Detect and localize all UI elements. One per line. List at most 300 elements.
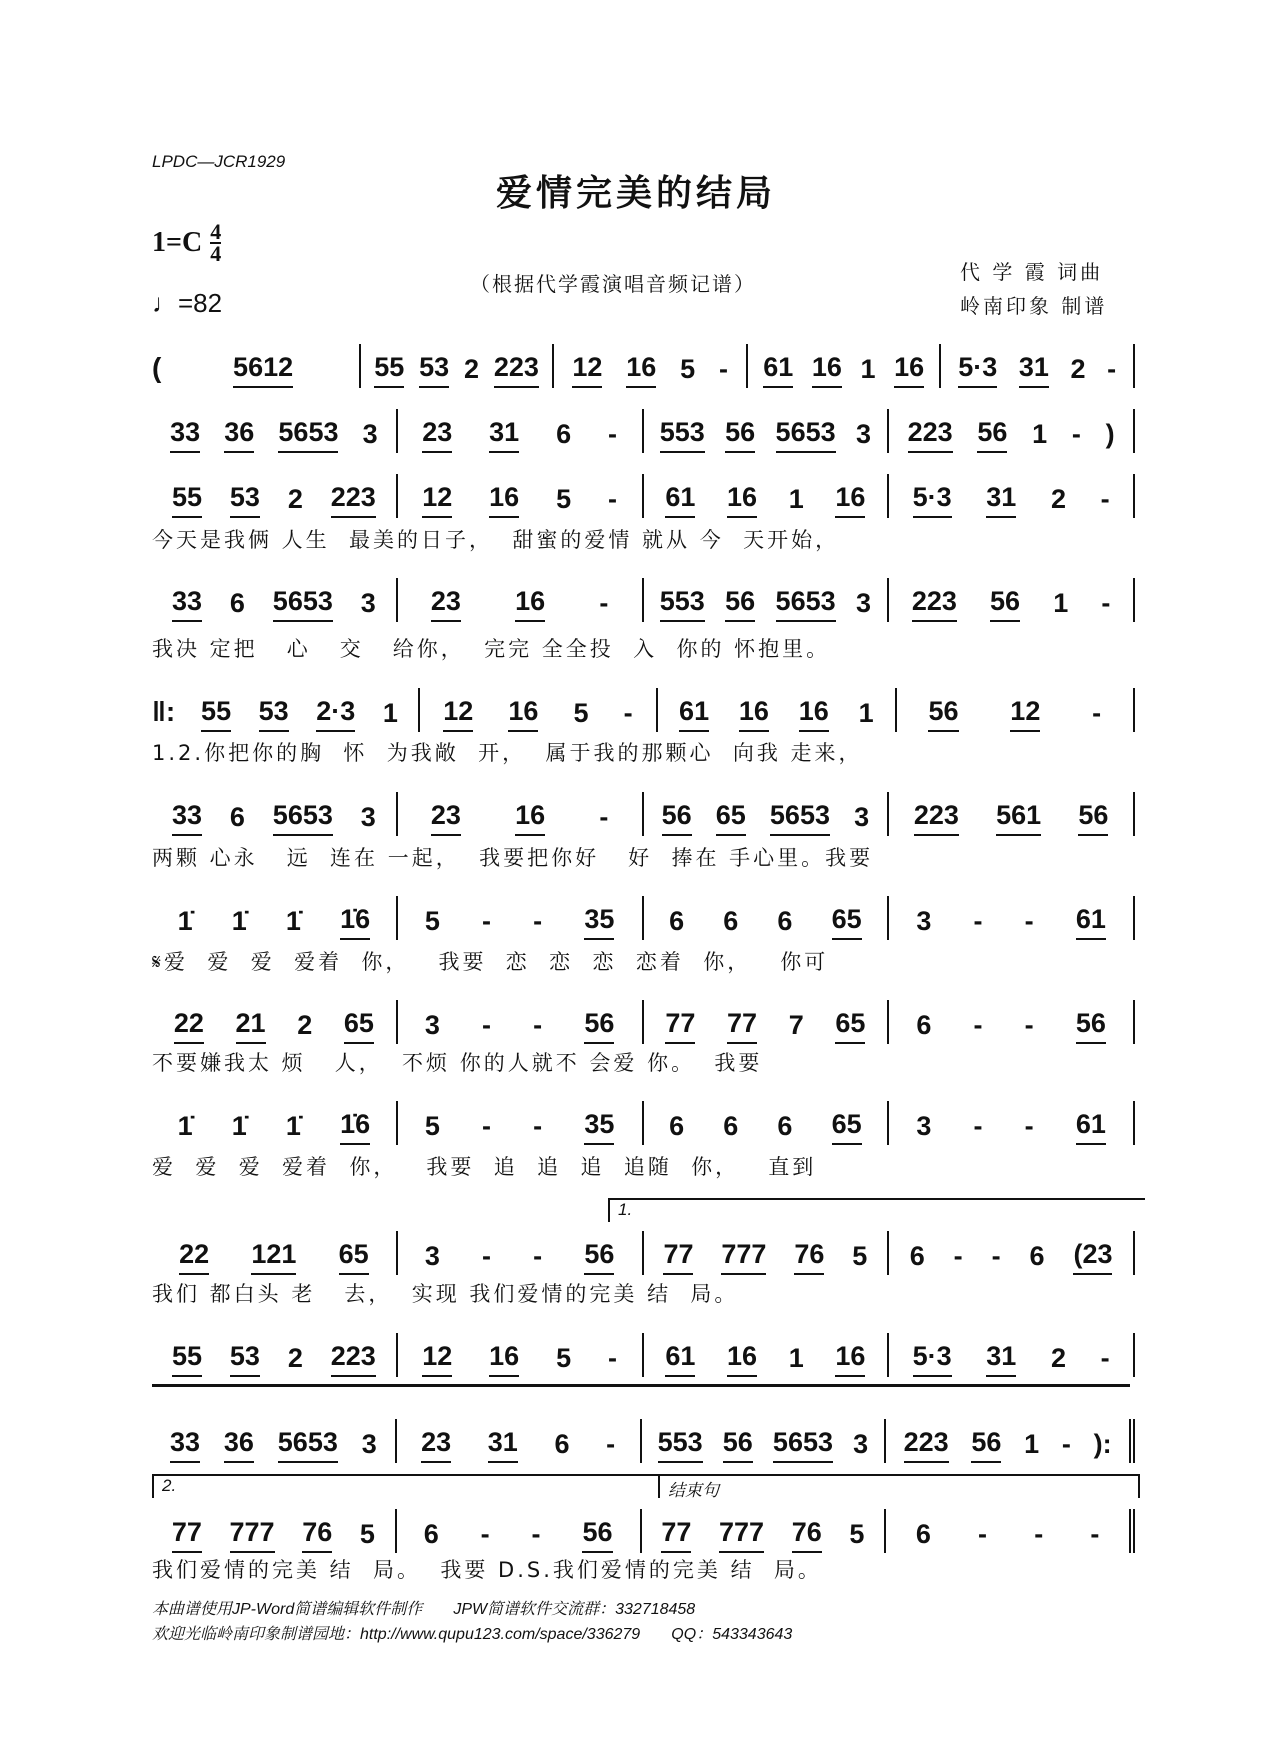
song-title: 爱情完美的结局 (495, 172, 776, 214)
volta-first (608, 1198, 1145, 1222)
measure (644, 1000, 890, 1044)
note-group: ): (1093, 1429, 1112, 1459)
note-group: 55 (374, 352, 404, 388)
note-group: 23 (431, 800, 461, 836)
lyrics-line: 1.2.你把你的胸 怀 为我敞 开， 属于我的那颗心 向我 走来， (152, 741, 863, 765)
note-group: - (978, 1519, 988, 1549)
lyrics-line: 不要嫌我太 烦 人， 不烦 你的人就不 会爱 你。 我要 (152, 1051, 763, 1075)
note-group: 56 (662, 800, 692, 836)
score-system (152, 788, 1135, 836)
note-group: 31 (488, 1427, 518, 1463)
note-group: 1 (788, 1343, 804, 1373)
note-group: 77 (661, 1517, 691, 1553)
note-group: - (1061, 1429, 1071, 1459)
note-group: 23 (422, 417, 452, 453)
measure (644, 896, 890, 940)
measure (398, 1333, 644, 1377)
note-group: 16 (515, 586, 545, 622)
measure (152, 409, 398, 453)
note-group: 33 (172, 586, 202, 622)
note-group: 55 (172, 482, 202, 518)
note-group: 223 (494, 352, 539, 388)
credit-transcriber: 岭南印象 制谱 (960, 294, 1108, 318)
note-group: - (1101, 588, 1111, 618)
note-group: 5653 (278, 1427, 338, 1463)
measure (644, 1333, 890, 1377)
note-group: 2 (287, 1343, 303, 1373)
measure (554, 344, 748, 388)
note-group: 777 (719, 1517, 764, 1553)
note-group: 223 (914, 800, 959, 836)
lyrics-line: 𝄋爱 爱 爱 爱着 你， 我要 恋 恋 恋 恋着 你， 你可 (152, 950, 829, 974)
note-group: 121 (251, 1239, 296, 1275)
note-group: 31 (986, 482, 1016, 518)
measure (889, 409, 1135, 453)
note-group: 5653 (773, 1427, 833, 1463)
repeat-bracket-line (152, 1384, 1130, 1387)
note-group: 77 (727, 1008, 757, 1044)
note-group: - (1090, 1519, 1100, 1549)
note-group: 5 (849, 1519, 865, 1549)
note-group: 6 (777, 906, 793, 936)
note-group: 5653 (273, 800, 333, 836)
note-group: 16 (626, 352, 656, 388)
note-group: - (623, 698, 633, 728)
note-group: 16 (727, 482, 757, 518)
lyrics-line: 爱 爱 爱 爱着 你， 我要 追 追 追 追随 你， 直到 (152, 1155, 817, 1179)
note-group: 36 (224, 1427, 254, 1463)
note-group: 35 (584, 1109, 614, 1145)
note-group: 3 (361, 1429, 377, 1459)
tempo-mark: ♩=82 (152, 288, 223, 318)
note-group: 6 (669, 906, 685, 936)
note-group: 3 (424, 1241, 440, 1271)
note-group: - (1024, 906, 1034, 936)
measure (889, 474, 1135, 518)
lyrics-line: 今天是我俩 人生 最美的日子， 甜蜜的爱情 就从 今 天开始， (152, 528, 840, 552)
note-group: 5 (556, 484, 572, 514)
note-group: 77 (663, 1239, 693, 1275)
note-group: 65 (716, 800, 746, 836)
note-group: - (480, 1519, 490, 1549)
measure (181, 688, 419, 732)
note-group: - (606, 1429, 616, 1459)
note-group: - (973, 1111, 983, 1141)
note-group: - (973, 906, 983, 936)
note-group: 65 (832, 904, 862, 940)
measure (398, 1231, 644, 1275)
note-group: 553 (660, 417, 705, 453)
note-group: 6 (669, 1111, 685, 1141)
measure (398, 792, 644, 836)
key-label: 1=C (152, 227, 203, 258)
note-group: 61 (679, 696, 709, 732)
note-group: 56 (1076, 1008, 1106, 1044)
measure (152, 792, 398, 836)
note-group: 65 (832, 1109, 862, 1145)
note-group: 56 (990, 586, 1020, 622)
note-group: 223 (912, 586, 957, 622)
note-group: 16 (835, 482, 865, 518)
note-group: 553 (660, 586, 705, 622)
measure (889, 1101, 1135, 1145)
lyrics-line: 两颗 心永 远 连在 一起， 我要把你好 好 捧在 手心里。我要 (152, 846, 874, 870)
note-group: 56 (723, 1427, 753, 1463)
note-group: 1 (860, 354, 876, 384)
note-group: 12 (1010, 696, 1040, 732)
note-group: 3 (916, 906, 932, 936)
note-group: - (482, 906, 492, 936)
note-group: 3 (854, 802, 870, 832)
note-group: 33 (170, 1427, 200, 1463)
note-group: 76 (794, 1239, 824, 1275)
note-group: 6 (909, 1241, 925, 1271)
note-group: - (482, 1111, 492, 1141)
score-system (152, 1329, 1135, 1377)
measure (889, 1000, 1135, 1044)
note-group: 553 (658, 1427, 703, 1463)
measure (644, 409, 890, 453)
lyrics-line: 我决 定把 心 交 给你， 完完 全全投 入 你的 怀抱里。 (152, 637, 831, 661)
note-group: 16 (489, 1341, 519, 1377)
note-group: 16 (894, 352, 924, 388)
note-group: 6 (229, 588, 245, 618)
system-prefix: ‖: (152, 696, 176, 727)
note-group: - (533, 1010, 543, 1040)
note-group: 2 (464, 354, 480, 384)
note-group: 16 (727, 1341, 757, 1377)
measure (152, 1419, 397, 1463)
note-group: 1 (1024, 1429, 1040, 1459)
note-group: - (533, 1111, 543, 1141)
system-prefix: ( (152, 352, 162, 383)
note-group: - (1071, 419, 1081, 449)
note-group: 31 (489, 417, 519, 453)
measure (889, 896, 1135, 940)
note-group: 61 (665, 482, 695, 518)
subtitle: （根据代学霞演唱音频记谱） (470, 272, 756, 296)
note-group: 16 (489, 482, 519, 518)
note-group: 5653 (776, 417, 836, 453)
note-group: 1̇ (231, 1111, 247, 1141)
note-group: 5653 (273, 586, 333, 622)
measure (152, 578, 398, 622)
measure (889, 1231, 1135, 1275)
measure (889, 792, 1135, 836)
note-group: 53 (419, 352, 449, 388)
coda-bracket (658, 1474, 1140, 1498)
note-group: 2 (287, 484, 303, 514)
measure (644, 1101, 890, 1145)
measure (152, 1101, 398, 1145)
note-group: - (1024, 1010, 1034, 1040)
note-group: 561 (996, 800, 1041, 836)
measure (642, 1509, 887, 1553)
note-group: 65 (835, 1008, 865, 1044)
score-system (152, 1505, 1135, 1553)
score-system (152, 1415, 1135, 1463)
measure (397, 1509, 642, 1553)
note-group: 5 (424, 906, 440, 936)
note-group: 16 (739, 696, 769, 732)
volta-second (152, 1474, 660, 1498)
note-group: - (608, 484, 618, 514)
note-group: 12 (572, 352, 602, 388)
note-group: 33 (172, 800, 202, 836)
measure (361, 344, 555, 388)
note-group: 16 (515, 800, 545, 836)
volta-first-label: 1. (618, 1200, 633, 1219)
measure (897, 688, 1135, 732)
note-group: 77 (172, 1517, 202, 1553)
note-group: 12 (422, 482, 452, 518)
score-system (152, 340, 1135, 388)
score-system (152, 684, 1135, 732)
measure (886, 1509, 1135, 1553)
note-group: 56 (971, 1427, 1001, 1463)
lyrics-line: 我们爱情的完美 结 局。 我要 D.S.我们爱情的完美 结 局。 (152, 1558, 822, 1582)
time-bottom: 4 (210, 241, 222, 266)
measure (397, 1419, 642, 1463)
note-group: 6 (915, 1519, 931, 1549)
note-group: - (599, 802, 609, 832)
note-group: - (608, 1343, 618, 1373)
measure (398, 1000, 644, 1044)
note-group: 2 (1050, 484, 1066, 514)
measure (167, 344, 361, 388)
note-group: 56 (725, 586, 755, 622)
footer-line-1: 本曲谱使用JP-Word简谱编辑软件制作 JPW简谱软件交流群：332718458 (152, 1601, 696, 1618)
note-group: 1̇6 (340, 904, 370, 940)
note-group: - (608, 419, 618, 449)
note-group: 36 (224, 417, 254, 453)
note-group: 56 (582, 1517, 612, 1553)
note-group: 5·3 (913, 482, 952, 518)
time-signature (210, 219, 222, 266)
note-group: 53 (230, 482, 260, 518)
note-group: 16 (508, 696, 538, 732)
note-group: 21 (236, 1008, 266, 1044)
measure (644, 1231, 890, 1275)
note-group: - (1100, 1343, 1110, 1373)
note-group: 33 (170, 417, 200, 453)
note-group: 5 (852, 1241, 868, 1271)
note-group: 3 (916, 1111, 932, 1141)
note-group: 16 (799, 696, 829, 732)
time-top: 4 (210, 219, 222, 244)
measure (644, 474, 890, 518)
note-group: 61 (763, 352, 793, 388)
note-group: - (1034, 1519, 1044, 1549)
note-group: 61 (665, 1341, 695, 1377)
note-group: - (1024, 1111, 1034, 1141)
key-signature (152, 219, 222, 266)
note-group: 6 (777, 1111, 793, 1141)
note-group: 56 (725, 417, 755, 453)
note-group: 777 (230, 1517, 275, 1553)
note-group: 22 (174, 1008, 204, 1044)
note-group: 22 (179, 1239, 209, 1275)
note-group: 31 (1019, 352, 1049, 388)
note-group: 1̇ (285, 1111, 301, 1141)
credits (960, 255, 1107, 323)
note-group: - (1107, 354, 1117, 384)
note-group: - (482, 1241, 492, 1271)
note-group: 6 (723, 906, 739, 936)
measure (398, 578, 644, 622)
note-group: 3 (853, 1429, 869, 1459)
measure (152, 1231, 398, 1275)
note-group: 1 (858, 698, 874, 728)
note-group: 5 (573, 698, 589, 728)
measure (398, 409, 644, 453)
measure (152, 896, 398, 940)
measure (644, 578, 890, 622)
measure (152, 1509, 397, 1553)
note-group: 5653 (278, 417, 338, 453)
note-group: 2·3 (316, 696, 355, 732)
note-group: 1̇6 (340, 1109, 370, 1145)
note-group: 1 (1032, 419, 1048, 449)
score-system (152, 470, 1135, 518)
note-group: (23 (1073, 1239, 1112, 1275)
credit-lyrics-music: 代 学 霞 词曲 (960, 260, 1104, 284)
note-group: 223 (331, 482, 376, 518)
measure (644, 792, 890, 836)
score-code: LPDC—JCR1929 (152, 152, 286, 171)
note-group: 5612 (233, 352, 293, 388)
measure (152, 474, 398, 518)
note-group: 6 (229, 802, 245, 832)
note-group: 5·3 (913, 1341, 952, 1377)
note-group: 3 (362, 419, 378, 449)
measure (889, 578, 1135, 622)
note-group: 5 (424, 1111, 440, 1141)
note-group: 5653 (770, 800, 830, 836)
note-group: 3 (424, 1010, 440, 1040)
note-group: 6 (556, 419, 572, 449)
volta-second-label: 2. (162, 1476, 177, 1495)
note-group: 61 (1076, 904, 1106, 940)
note-group: 12 (443, 696, 473, 732)
footer-line-2: 欢迎光临岭南印象制谱园地：http://www.qupu123.com/space/336279 QQ：543343643 (152, 1626, 793, 1643)
note-group: 6 (554, 1429, 570, 1459)
note-group: 1̇ (177, 906, 193, 936)
note-group: - (533, 1241, 543, 1271)
note-group: 223 (908, 417, 953, 453)
measure (152, 1000, 398, 1044)
note-group: - (1092, 698, 1102, 728)
note-group: 6 (423, 1519, 439, 1549)
note-group: 77 (665, 1008, 695, 1044)
measure (658, 688, 896, 732)
note-group: - (482, 1010, 492, 1040)
note-group: 223 (904, 1427, 949, 1463)
note-group: 53 (259, 696, 289, 732)
note-group: 53 (230, 1341, 260, 1377)
score-system (152, 574, 1135, 622)
note-group: 2 (1070, 354, 1086, 384)
measure (886, 1419, 1135, 1463)
note-group: - (953, 1241, 963, 1271)
note-group: 1̇ (177, 1111, 193, 1141)
note-group: 2 (297, 1010, 313, 1040)
note-group: 6 (916, 1010, 932, 1040)
note-group: 6 (723, 1111, 739, 1141)
note-group: 65 (344, 1008, 374, 1044)
note-group: - (973, 1010, 983, 1040)
note-group: 55 (201, 696, 231, 732)
score-system (152, 1097, 1135, 1145)
note-group: 3 (856, 588, 872, 618)
note-group: 16 (835, 1341, 865, 1377)
note-group: 5653 (776, 586, 836, 622)
note-group: 5·3 (958, 352, 997, 388)
note-group: 1 (1053, 588, 1069, 618)
note-group: 1̇ (231, 906, 247, 936)
note-group: 2 (1050, 1343, 1066, 1373)
score-system (152, 996, 1135, 1044)
note-group: 76 (302, 1517, 332, 1553)
note-group: 35 (584, 904, 614, 940)
measure (642, 1419, 887, 1463)
note-group: 56 (584, 1239, 614, 1275)
note-group: 16 (812, 352, 842, 388)
note-group: 31 (986, 1341, 1016, 1377)
note-group: 1 (382, 698, 398, 728)
measure (398, 474, 644, 518)
score-system (152, 405, 1135, 453)
note-group: 5 (680, 354, 696, 384)
note-group: 55 (172, 1341, 202, 1377)
note-group: - (1100, 484, 1110, 514)
note-group: 56 (928, 696, 958, 732)
score-system (152, 1227, 1135, 1275)
measure (889, 1333, 1135, 1377)
note-group: 23 (421, 1427, 451, 1463)
measure (152, 1333, 398, 1377)
measure (941, 344, 1135, 388)
note-group: 65 (339, 1239, 369, 1275)
note-group: 23 (431, 586, 461, 622)
measure (398, 896, 644, 940)
note-group: - (718, 354, 728, 384)
note-group: 56 (1078, 800, 1108, 836)
coda-label: 结束句 (668, 1481, 719, 1500)
note-group: 6 (1029, 1241, 1045, 1271)
measure (420, 688, 658, 732)
note-group: 12 (422, 1341, 452, 1377)
note-group: 223 (331, 1341, 376, 1377)
note-group: - (531, 1519, 541, 1549)
note-group: 3 (360, 588, 376, 618)
note-group: - (533, 906, 543, 936)
lyrics-line: 我们 都白头 老 去， 实现 我们爱情的完美 结 局。 (152, 1282, 739, 1306)
measure (748, 344, 942, 388)
note-group: - (599, 588, 609, 618)
note-group: 3 (360, 802, 376, 832)
note-group: 5 (556, 1343, 572, 1373)
note-group: 3 (856, 419, 872, 449)
note-group: 56 (977, 417, 1007, 453)
note-group: 61 (1076, 1109, 1106, 1145)
note-group: 76 (792, 1517, 822, 1553)
score-system (152, 892, 1135, 940)
measure (398, 1101, 644, 1145)
note-group: 5 (359, 1519, 375, 1549)
note-group: ) (1105, 419, 1115, 449)
note-group: 777 (721, 1239, 766, 1275)
